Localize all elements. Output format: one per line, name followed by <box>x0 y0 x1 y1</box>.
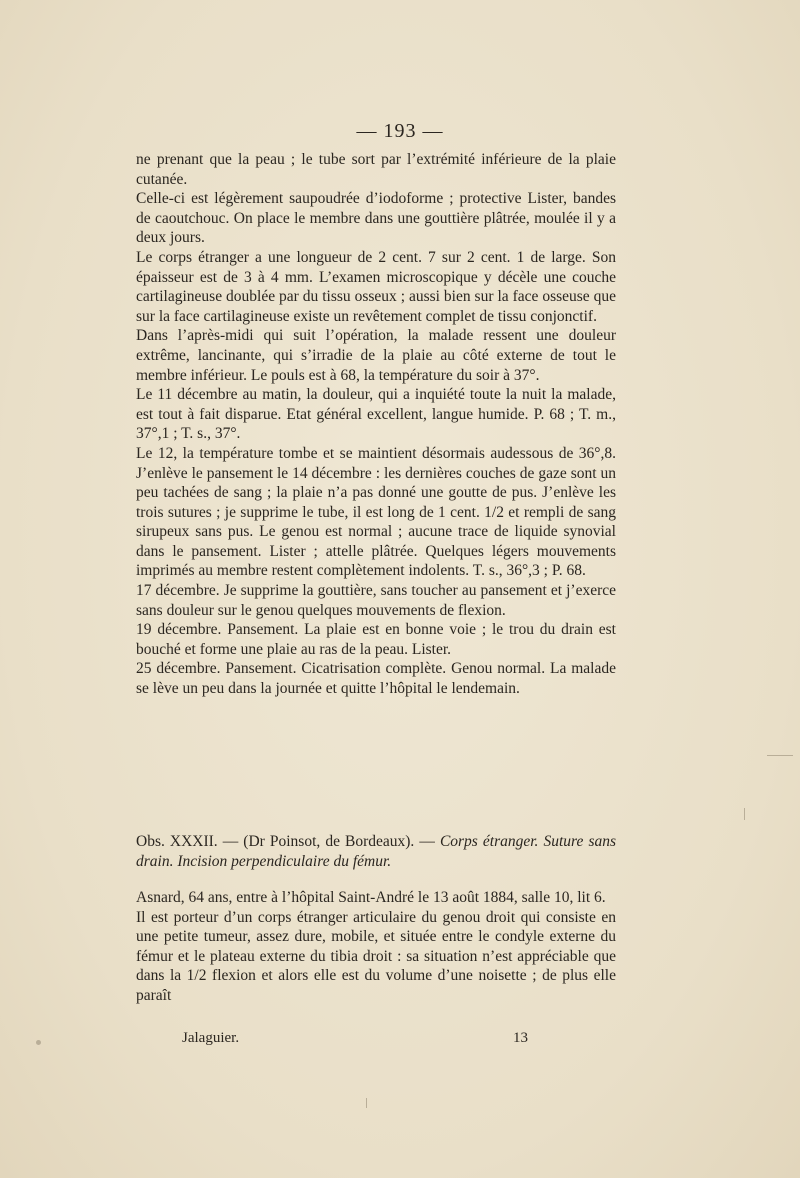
paragraph-8: 19 décembre. Pansement. La plaie est en bonne voie ; le trou du drain est bouché et forme une plaie au ras de la peau. Lister. <box>136 621 616 658</box>
paragraph-4: Dans l’après-midi qui suit l’opération, la malade ressent une douleur extrême, lancinante, qui s’irradie de la plaie au côté externe de tout le membre inférieur. Le pouls est à 68, la température du soir à 37°. <box>136 327 616 384</box>
paper-speck <box>366 1098 367 1108</box>
paragraph-5: Le 11 décembre au matin, la douleur, qui a inquiété toute la nuit la malade, est tout à fait disparue. Etat général excellent, langue humide. P. 68 ; T. m., 37°,1 ; T. s., 37°. <box>136 386 616 443</box>
sheet-number: 13 <box>513 1030 528 1046</box>
body-text <box>136 150 616 699</box>
paragraph-9: 25 décembre. Pansement. Cicatrisation complète. Genou normal. La malade se lève un peu dans la journée et quitte l’hôpital le lendemain. <box>136 660 616 698</box>
observation-body <box>136 888 616 1006</box>
paragraph-7: 17 décembre. Je supprime la gouttière, sans toucher au pansement et j’exerce sans douleur sur le genou quelques mouvements de flexion. <box>136 582 616 619</box>
paper-speck <box>36 1040 41 1045</box>
observation-label: Obs. XXXII. — (Dr Poinsot, de Bordeaux). — <box>136 833 435 850</box>
signature-mark: Jalaguier. <box>182 1030 240 1046</box>
paragraph-6: Le 12, la température tombe et se maintient désormais audessous de 36°,8. J’enlève le pansement le 14 décembre : les dernières couches de gaze sont un peu tachées de sang ; la plaie n’a pas donné une goutte de pus. J’enlève les trois sutures ; je supprime le tube, il est long de 1 cent. 1/2 et rempli de sang sirupeux sans pus. Le genou est normal ; aucune trace de liquide synovial dans le pansement. Lister ; attelle plâtrée. Quelques légers mouvements imprimés au membre restent complètement indolents. T. s., 36°,3 ; P. 68. <box>136 444 616 580</box>
observation-title: Corps étranger. Suture sans drain. Incision perpendiculaire du fémur. <box>136 833 617 870</box>
paper-speck <box>767 755 793 756</box>
observation-paragraph-1: Asnard, 64 ans, entre à l’hôpital Saint-André le 13 août 1884, salle 10, lit 6. <box>136 889 606 906</box>
page-number-header: — 193 — <box>356 120 444 142</box>
paragraph-2: Celle-ci est légèrement saupoudrée d’iodoforme ; protective Lister, bandes de caoutchouc. On place le membre dans une gouttière plâtrée, moulée il y a deux jours. <box>136 190 616 247</box>
paragraph-3: Le corps étranger a une longueur de 2 cent. 7 sur 2 cent. 1 de large. Son épaisseur est de 3 à 4 mm. L’examen microscopique y décèle une couche cartilagineuse doublée par du tissu osseux ; aussi bien sur la face osseuse que sur la face cartilagineuse existe un revêtement complet de tissu conjonctif. <box>136 248 616 325</box>
paper-speck <box>744 808 745 820</box>
observation-paragraph-2: Il est porteur d’un corps étranger articulaire du genou droit qui consiste en une petite tumeur, assez dure, mobile, et située entre le condyle externe du fémur et le plateau externe du tibia droit : sa situation n’est appréciable que dans la 1/2 flexion et alors elle est du volume d’une noisette ; de plus elle paraît <box>136 908 616 1004</box>
paragraph-1: ne prenant que la peau ; le tube sort par l’extrémité inférieure de la plaie cutanée. <box>136 151 616 188</box>
observation-heading <box>136 832 616 871</box>
